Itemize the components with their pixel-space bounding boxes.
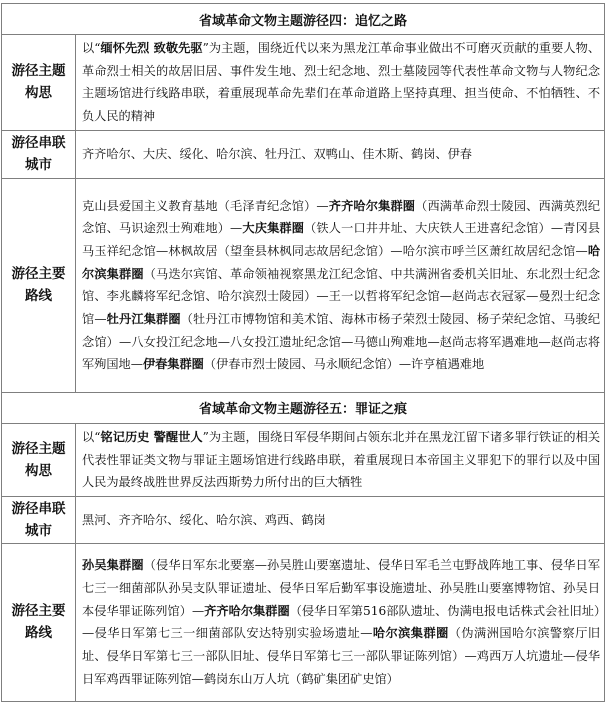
body-text: （侵华日军第516部队遗址、伪满电报电话株式会社旧址）—侵华日军第七三一细菌部队安达特别实验场遗址—	[82, 603, 601, 641]
route4-cities-text: 齐齐哈尔、大庆、绥化、哈尔滨、牡丹江、双鸭山、佳木斯、鹤岗、伊春	[76, 130, 605, 178]
highlight-text: 齐齐哈尔集群圈	[204, 603, 290, 618]
route4-routes-row	[2, 178, 605, 392]
highlight-text: 孙吴集群圈	[82, 558, 144, 573]
route5-title: 省域革命文物主题游径五：罪证之痕	[2, 392, 605, 423]
route5-cities-text: 黑河、齐齐哈尔、绥化、哈尔滨、鸡西、鹤岗	[76, 496, 605, 543]
route4-routes-text	[76, 178, 605, 392]
route4-title: 省域革命文物主题游径四：追忆之路	[2, 4, 605, 35]
route5-concept-text	[76, 423, 605, 496]
route5-routes-text	[76, 543, 605, 701]
body-text: 以“	[82, 429, 101, 444]
body-text: （铁人一口井井址、大庆铁人王进喜纪念馆）—青冈县马玉祥纪念馆—林枫故居（望奎县林枫同志故居纪念馆）—哈尔滨市呼兰区萧红故居纪念馆—	[82, 221, 601, 258]
route4-concept-row	[2, 35, 605, 131]
route5-cities-label: 游径串联城市	[2, 496, 76, 543]
route5-cities-row	[2, 496, 605, 543]
route4-routes-label: 游径主要路线	[2, 178, 76, 392]
route5-concept-row	[2, 423, 605, 496]
highlight-text: 哈尔滨集群圈	[372, 626, 449, 641]
body-text: （伊春市烈士陵园、马永顺纪念馆）—许亨植遇难地	[203, 357, 485, 372]
highlight-text: 伊春集群圈	[142, 357, 204, 372]
route4-title-row	[2, 4, 605, 35]
route4-concept-text	[76, 35, 605, 131]
highlight-text: 齐齐哈尔集群圈	[328, 198, 416, 213]
body-text: （侵华日军东北要塞—孙吴胜山要塞遗址、侵华日军毛兰屯野战阵地工事、侵华日军七三一细菌部队孙吴支队罪证遗址、侵华日军后勤军事设施遗址、孙吴胜山要塞博物馆、孙吴日本侵华罪证陈列馆）—	[82, 558, 601, 618]
highlight-text: 牡丹江集群圈	[106, 312, 181, 327]
route4-cities-label: 游径串联城市	[2, 130, 76, 178]
route5-title-row	[2, 392, 605, 423]
route4-concept-label: 游径主题构思	[2, 35, 76, 131]
route5-concept-label: 游径主题构思	[2, 423, 76, 496]
route5-routes-label: 游径主要路线	[2, 543, 76, 701]
route4-cities-row	[2, 130, 605, 178]
body-text: （伪满洲国哈尔滨警察厅旧址、侵华日军第七三一部队旧址、侵华日军第七三一部队罪证陈列馆）—鸡西万人坑遗址—侵华日军鸡西罪证陈列馆—鹤岗东山万人坑（鹤矿集团矿史馆）	[82, 626, 601, 686]
body-text: ”为主题，围绕近代以来为黑龙江革命事业做出不可磨灭贡献的重要人物、革命烈士相关的故居旧居、事件发生地、烈士纪念地、烈士墓陵园等代表性革命文物与人物纪念主题场馆进行线路串联，着重展现革命先辈们在革命道路上坚持真理、担当使命、不怕牺牲、不负人民的精神	[82, 41, 601, 124]
body-text: 以“	[82, 41, 101, 55]
highlight-text: 大庆集群圈	[242, 221, 305, 236]
body-text: ”为主题，围绕日军侵华期间占领东北并在黑龙江留下诸多罪行铁证的相关代表性罪证类文物与罪证主题场馆进行线路串联，着重展现日本帝国主义罪犯下的罪行以及中国人民为最终战胜世界反法西斯势力所付出的巨大牺牲	[82, 429, 601, 490]
body-text: 克山县爱国主义教育基地（毛泽青纪念馆）—	[82, 198, 329, 213]
route-table	[1, 3, 605, 702]
body-text: （马迭尔宾馆、革命领袖视察黑龙江纪念馆、中共满洲省委机关旧址、东北烈士纪念馆、李兆麟将军纪念馆、哈尔滨烈士陵园）—王一以哲将军纪念馆—赵尚志衣冠冢—曼烈士纪念馆—	[82, 266, 601, 327]
highlight-text: 缅怀先烈 致敬先驱	[100, 41, 203, 55]
route5-routes-row	[2, 543, 605, 701]
highlight-text: 哈尔滨集群圈	[82, 243, 601, 281]
body-text: （西满革命烈士陵园、西满英烈纪念馆、马识途烈士殉难地）—	[82, 198, 601, 236]
body-text: （牡丹江市博物馆和美术馆、海林市杨子荣烈士陵园、杨子荣纪念馆、马骏纪念馆）—八女投江纪念地—八女投江遗址纪念馆—马德山殉难地—赵尚志将军遇难地—赵尚志将军殉国地—	[82, 312, 601, 372]
highlight-text: 铭记历史 警醒世人	[100, 429, 203, 444]
